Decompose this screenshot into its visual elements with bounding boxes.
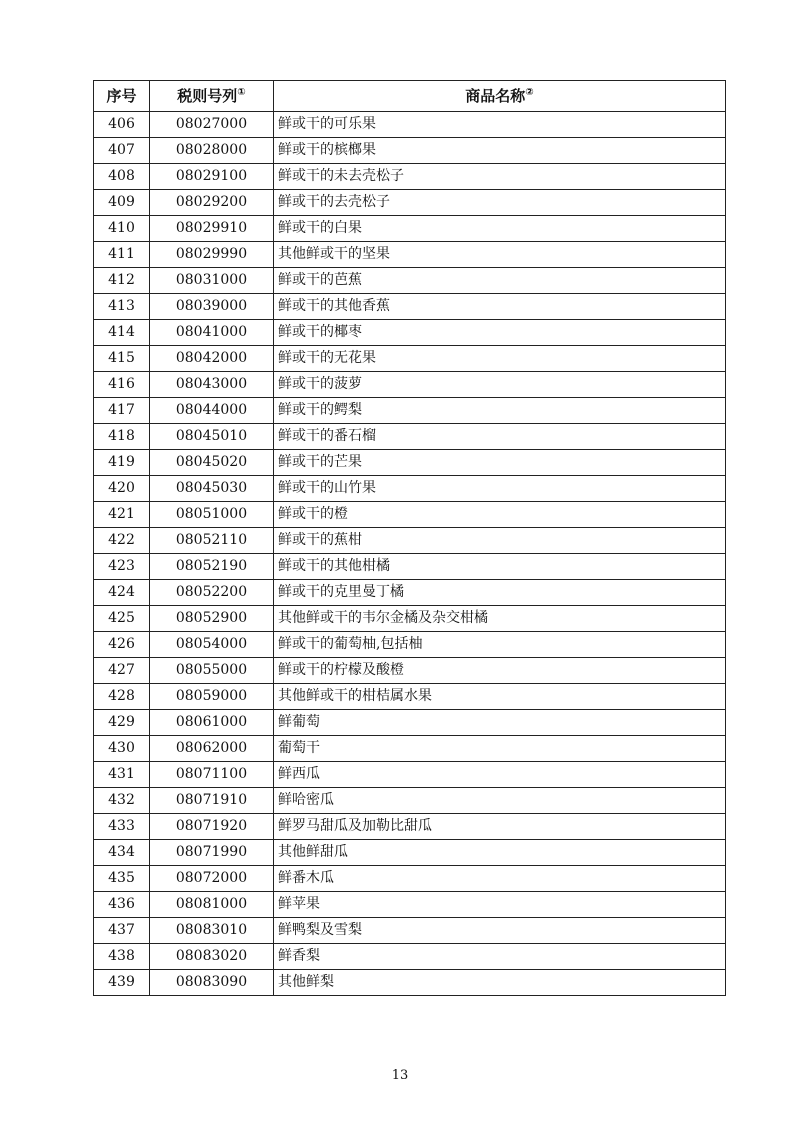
cell-seq: 428	[94, 684, 150, 710]
cell-code: 08045010	[150, 424, 274, 450]
table-row	[94, 398, 726, 424]
cell-code: 08072000	[150, 866, 274, 892]
table-row	[94, 736, 726, 762]
cell-code: 08083010	[150, 918, 274, 944]
cell-code: 08031000	[150, 268, 274, 294]
cell-code: 08029910	[150, 216, 274, 242]
cell-seq: 431	[94, 762, 150, 788]
cell-name: 鲜香梨	[274, 944, 726, 970]
header-code: 税则号列①	[150, 81, 274, 112]
table-row	[94, 164, 726, 190]
cell-code: 08071990	[150, 840, 274, 866]
table-row	[94, 866, 726, 892]
cell-code: 08071100	[150, 762, 274, 788]
cell-code: 08083090	[150, 970, 274, 996]
table-row	[94, 320, 726, 346]
cell-seq: 429	[94, 710, 150, 736]
cell-name: 鲜或干的菠萝	[274, 372, 726, 398]
cell-code: 08029200	[150, 190, 274, 216]
cell-seq: 422	[94, 528, 150, 554]
cell-name: 鲜或干的未去壳松子	[274, 164, 726, 190]
cell-code: 08045030	[150, 476, 274, 502]
table-row	[94, 944, 726, 970]
cell-seq: 439	[94, 970, 150, 996]
table-row	[94, 190, 726, 216]
cell-code: 08071910	[150, 788, 274, 814]
cell-name: 鲜苹果	[274, 892, 726, 918]
cell-name: 其他鲜梨	[274, 970, 726, 996]
header-seq: 序号	[94, 81, 150, 112]
table-row	[94, 112, 726, 138]
table-row	[94, 138, 726, 164]
table-row	[94, 970, 726, 996]
cell-name: 鲜或干的芭蕉	[274, 268, 726, 294]
header-code-note: ①	[237, 87, 246, 98]
cell-code: 08071920	[150, 814, 274, 840]
cell-name: 鲜或干的其他香蕉	[274, 294, 726, 320]
cell-name: 鲜或干的番石榴	[274, 424, 726, 450]
cell-code: 08039000	[150, 294, 274, 320]
cell-code: 08027000	[150, 112, 274, 138]
cell-code: 08081000	[150, 892, 274, 918]
cell-name: 其他鲜或干的韦尔金橘及杂交柑橘	[274, 606, 726, 632]
table-row	[94, 580, 726, 606]
cell-seq: 425	[94, 606, 150, 632]
cell-code: 08083020	[150, 944, 274, 970]
cell-seq: 436	[94, 892, 150, 918]
table-row	[94, 788, 726, 814]
cell-code: 08044000	[150, 398, 274, 424]
cell-code: 08029990	[150, 242, 274, 268]
cell-seq: 420	[94, 476, 150, 502]
cell-code: 08052200	[150, 580, 274, 606]
cell-code: 08059000	[150, 684, 274, 710]
table-row	[94, 216, 726, 242]
table-row	[94, 632, 726, 658]
cell-name: 其他鲜或干的坚果	[274, 242, 726, 268]
cell-name: 鲜番木瓜	[274, 866, 726, 892]
cell-seq: 408	[94, 164, 150, 190]
cell-name: 鲜或干的白果	[274, 216, 726, 242]
table-row	[94, 476, 726, 502]
cell-name: 鲜或干的可乐果	[274, 112, 726, 138]
cell-name: 鲜罗马甜瓜及加勒比甜瓜	[274, 814, 726, 840]
cell-name: 鲜葡萄	[274, 710, 726, 736]
table-row	[94, 242, 726, 268]
header-name: 商品名称②	[274, 81, 726, 112]
cell-seq: 411	[94, 242, 150, 268]
cell-seq: 433	[94, 814, 150, 840]
cell-code: 08061000	[150, 710, 274, 736]
table-body	[94, 112, 726, 996]
table-row	[94, 294, 726, 320]
table-row	[94, 762, 726, 788]
cell-seq: 409	[94, 190, 150, 216]
cell-name: 鲜或干的去壳松子	[274, 190, 726, 216]
cell-seq: 434	[94, 840, 150, 866]
cell-code: 08052190	[150, 554, 274, 580]
page-number: 13	[391, 1068, 409, 1083]
cell-code: 08052900	[150, 606, 274, 632]
cell-seq: 406	[94, 112, 150, 138]
cell-seq: 412	[94, 268, 150, 294]
cell-name: 鲜或干的克里曼丁橘	[274, 580, 726, 606]
table-row	[94, 918, 726, 944]
cell-seq: 424	[94, 580, 150, 606]
cell-name: 鲜或干的其他柑橘	[274, 554, 726, 580]
table-row	[94, 268, 726, 294]
cell-name: 鲜哈密瓜	[274, 788, 726, 814]
tariff-table	[93, 80, 726, 996]
cell-name: 鲜或干的山竹果	[274, 476, 726, 502]
table-row	[94, 346, 726, 372]
cell-name: 鲜或干的蕉柑	[274, 528, 726, 554]
table-row	[94, 606, 726, 632]
cell-seq: 418	[94, 424, 150, 450]
cell-name: 鲜或干的椰枣	[274, 320, 726, 346]
table-row	[94, 424, 726, 450]
cell-seq: 407	[94, 138, 150, 164]
cell-name: 其他鲜甜瓜	[274, 840, 726, 866]
cell-seq: 427	[94, 658, 150, 684]
cell-name: 鲜或干的橙	[274, 502, 726, 528]
cell-code: 08028000	[150, 138, 274, 164]
cell-code: 08052110	[150, 528, 274, 554]
table-row	[94, 892, 726, 918]
cell-name: 鲜或干的芒果	[274, 450, 726, 476]
cell-name: 其他鲜或干的柑桔属水果	[274, 684, 726, 710]
cell-code: 08054000	[150, 632, 274, 658]
cell-seq: 410	[94, 216, 150, 242]
cell-seq: 438	[94, 944, 150, 970]
cell-seq: 419	[94, 450, 150, 476]
cell-seq: 435	[94, 866, 150, 892]
cell-code: 08042000	[150, 346, 274, 372]
cell-seq: 416	[94, 372, 150, 398]
cell-name: 鲜西瓜	[274, 762, 726, 788]
cell-seq: 414	[94, 320, 150, 346]
cell-code: 08062000	[150, 736, 274, 762]
table-row	[94, 554, 726, 580]
cell-code: 08041000	[150, 320, 274, 346]
cell-name: 葡萄干	[274, 736, 726, 762]
cell-seq: 437	[94, 918, 150, 944]
cell-code: 08045020	[150, 450, 274, 476]
cell-name: 鲜或干的葡萄柚,包括柚	[274, 632, 726, 658]
cell-seq: 423	[94, 554, 150, 580]
cell-code: 08029100	[150, 164, 274, 190]
cell-seq: 415	[94, 346, 150, 372]
table-row	[94, 528, 726, 554]
table-row	[94, 710, 726, 736]
cell-name: 鲜或干的柠檬及酸橙	[274, 658, 726, 684]
table-header-row	[94, 81, 726, 112]
cell-code: 08051000	[150, 502, 274, 528]
cell-seq: 413	[94, 294, 150, 320]
cell-seq: 430	[94, 736, 150, 762]
cell-seq: 432	[94, 788, 150, 814]
table-row	[94, 502, 726, 528]
cell-seq: 417	[94, 398, 150, 424]
table-row	[94, 684, 726, 710]
table-row	[94, 450, 726, 476]
cell-code: 08055000	[150, 658, 274, 684]
table-row	[94, 840, 726, 866]
cell-name: 鲜或干的无花果	[274, 346, 726, 372]
cell-seq: 421	[94, 502, 150, 528]
cell-code: 08043000	[150, 372, 274, 398]
cell-name: 鲜或干的鳄梨	[274, 398, 726, 424]
cell-seq: 426	[94, 632, 150, 658]
header-name-note: ②	[525, 87, 534, 98]
cell-name: 鲜鸭梨及雪梨	[274, 918, 726, 944]
table-row	[94, 372, 726, 398]
cell-name: 鲜或干的槟榔果	[274, 138, 726, 164]
table-row	[94, 658, 726, 684]
table-row	[94, 814, 726, 840]
